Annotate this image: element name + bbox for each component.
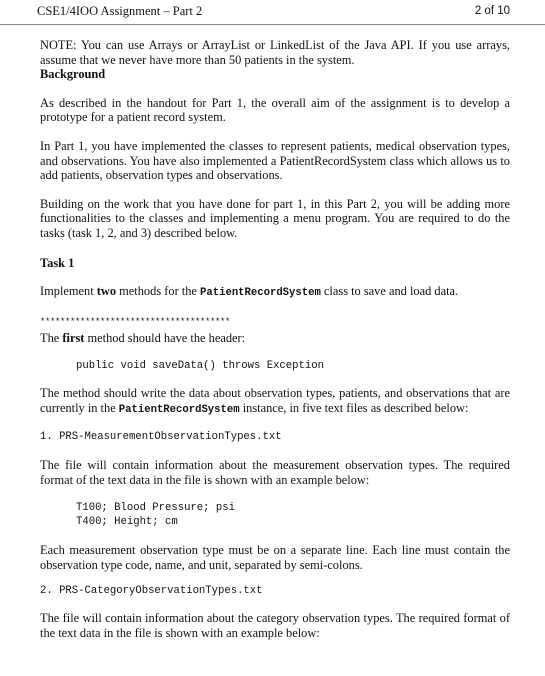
first-method-emphasis: first <box>62 331 85 346</box>
note-paragraph: NOTE: You can use Arrays or ArrayList or LinkedList of the Java API. If you use arrays, assume that we never have more than 50 patients in the system. <box>40 38 510 67</box>
class-name: PatientRecordSystem <box>200 287 321 300</box>
task1-intro-text: Implement <box>40 284 97 299</box>
file1-example-block <box>40 501 510 529</box>
file1-description: The file will contain information about the measurement observation types. The required format of the text data in the file is shown with an example below: <box>40 458 510 487</box>
background-paragraph-2: In Part 1, you have implemented the classes to represent patients, medical observation types, and observations. You have also implemented a PatientRecordSystem class which allows us to add patients, observation types and observations. <box>40 138 510 183</box>
task1-intro-text: methods for the <box>116 284 201 299</box>
page-header <box>0 0 545 25</box>
code-line: T400; Height; cm <box>76 516 178 529</box>
task1-heading: Task 1 <box>40 255 75 270</box>
file2-description: The file will contain information about the category observation types. The required format of the text data in the file is shown with an example below: <box>40 611 510 641</box>
page-number: 2 of 10 <box>474 5 510 17</box>
task1-intro <box>40 284 510 301</box>
document-body <box>40 38 510 641</box>
method-description-text: The method should write the data about observation types, patients, and observations that are currently in the <box>40 385 510 415</box>
first-method-intro <box>40 331 510 346</box>
method-header-code: public void saveData() throws Exception <box>76 359 324 372</box>
code-line: T100; Blood Pressure; psi <box>76 502 235 515</box>
class-name: PatientRecordSystem <box>118 403 240 416</box>
separator-line: ************************************** <box>40 316 231 327</box>
background-paragraph-1: As described in the handout for Part 1, the overall aim of the assignment is to develop a prototype for a patient record system. <box>40 95 510 125</box>
method-description <box>40 386 510 417</box>
background-heading: Background <box>40 67 106 82</box>
file1-format-rule: Each measurement observation type must be on a separate line. Each line must contain the observation type code, name, and unit, separated by semi-colons. <box>40 543 510 572</box>
document-title: CSE1/4IOO Assignment – Part 2 <box>37 4 203 18</box>
first-method-text: method should have the header: <box>84 331 246 346</box>
background-paragraph-3: Building on the work that you have done for part 1, in this Part 2, you will be adding more functionalities to the classes and implementing a menu program. You are required to do the tasks (task 1, 2, and 3) described below. <box>40 196 510 240</box>
file2-name: 2. PRS-CategoryObservationTypes.txt <box>40 585 263 598</box>
method-description-text: instance, in five text files as described below: <box>239 400 469 415</box>
task1-intro-emphasis: two <box>96 284 117 299</box>
task1-intro-text: class to save and load data. <box>320 284 459 299</box>
first-method-text: The <box>40 331 63 346</box>
file1-name: 1. PRS-MeasurementObservationTypes.txt <box>40 431 282 444</box>
